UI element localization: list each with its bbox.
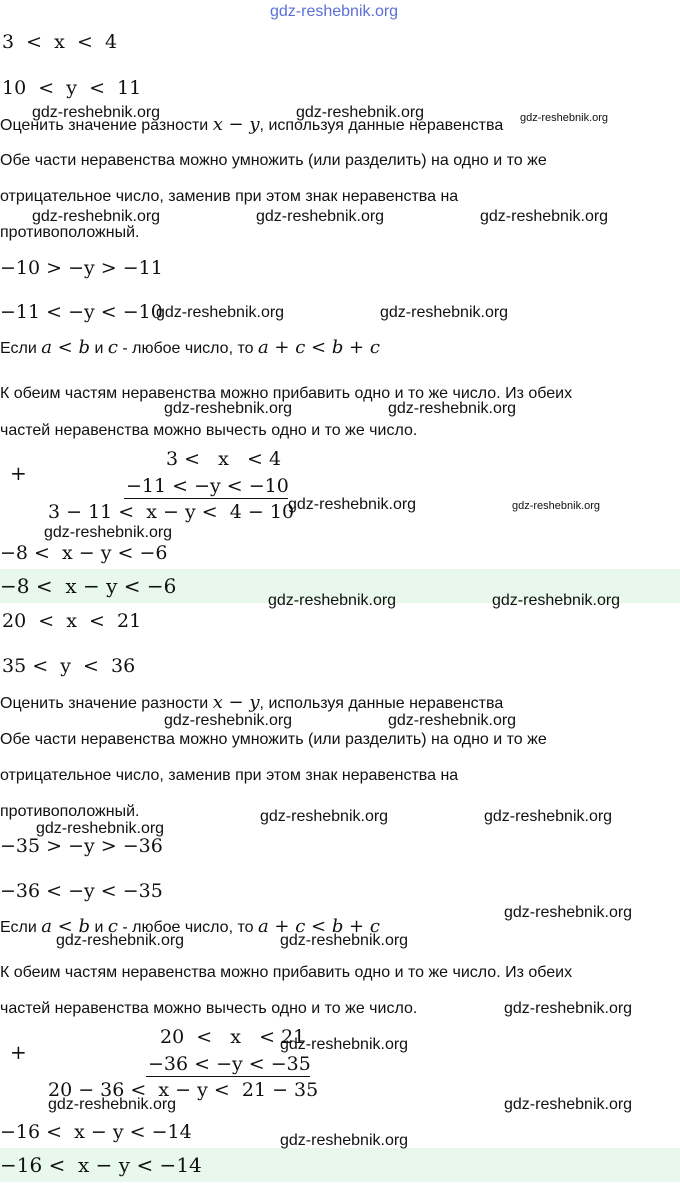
given-inequality-y: 10 < y < 11 xyxy=(2,77,142,99)
watermark: gdz-reshebnik.org xyxy=(504,1096,633,1113)
task-text-pre: Оценить значение разности xyxy=(0,695,213,712)
watermark: gdz-reshebnik.org xyxy=(48,1096,177,1113)
negated-inequality-1: −35 > −y > −36 xyxy=(0,835,163,857)
if-then: - любое число, то xyxy=(117,919,258,936)
watermark: gdz-reshebnik.org xyxy=(164,400,293,417)
watermark: gdz-reshebnik.org xyxy=(504,1000,633,1017)
if-premise: a < b xyxy=(41,337,90,358)
negated-inequality-2: −36 < −y < −35 xyxy=(0,880,163,902)
if-result: a + c < b + c xyxy=(257,916,380,937)
watermark: gdz-reshebnik.org xyxy=(504,904,633,921)
watermark: gdz-reshebnik.org xyxy=(480,208,609,225)
sum-row-2: −11 < −y < −10 xyxy=(126,475,289,497)
rule-add-line2: частей неравенства можно вычесть одно и то же число. xyxy=(0,1000,418,1017)
if-premise: a < b xyxy=(41,916,90,937)
sum-row-3: 20 − 36 < x − y < 21 − 35 xyxy=(48,1079,319,1101)
if-and: и xyxy=(90,919,108,936)
answer-inequality: −16 < x − y < −14 xyxy=(0,1153,202,1177)
sum-row-1: 20 < x < 21 xyxy=(160,1026,306,1048)
watermark: gdz-reshebnik.org xyxy=(280,1036,409,1053)
negated-inequality-1: −10 > −y > −11 xyxy=(0,257,163,279)
watermark: gdz-reshebnik.org xyxy=(260,808,389,825)
watermark: gdz-reshebnik.org xyxy=(156,304,285,321)
watermark: gdz-reshebnik.org xyxy=(164,712,293,729)
watermark: gdz-reshebnik.org xyxy=(512,500,601,512)
result-inequality: −16 < x − y < −14 xyxy=(0,1121,192,1143)
task-expression: x − y xyxy=(212,692,260,713)
rule-add-line1: К обеим частям неравенства можно прибавить одно и то же число. Из обеих xyxy=(0,964,573,981)
if-text: Если xyxy=(0,340,42,357)
rule-multiply-line2: отрицательное число, заменив при этом знак неравенства на xyxy=(0,188,459,205)
watermark: gdz-reshebnik.org xyxy=(492,592,621,609)
rule-add-line1: К обеим частям неравенства можно прибавить одно и то же число. Из обеих xyxy=(0,385,573,402)
negated-inequality-2: −11 < −y < −10 xyxy=(0,301,163,323)
if-then: - любое число, то xyxy=(117,340,258,357)
sum-rule-line xyxy=(124,498,288,499)
plus-sign: + xyxy=(10,461,27,485)
watermark: gdz-reshebnik.org xyxy=(388,712,517,729)
sum-row-1: 3 < x < 4 xyxy=(166,448,282,470)
if-result: a + c < b + c xyxy=(257,337,380,358)
watermark: gdz-reshebnik.org xyxy=(296,104,425,121)
if-and: и xyxy=(90,340,108,357)
given-inequality-x: 20 < x < 21 xyxy=(2,610,142,632)
answer-inequality: −8 < x − y < −6 xyxy=(0,574,177,598)
watermark: gdz-reshebnik.org xyxy=(280,1132,409,1149)
watermark: gdz-reshebnik.org xyxy=(56,932,185,949)
sum-row-3: 3 − 11 < x − y < 4 − 10 xyxy=(48,501,295,523)
rule-multiply-line1: Обе части неравенства можно умножить (или разделить) на одно и то же xyxy=(0,152,547,169)
task-text-pre: Оценить значение разности xyxy=(0,117,213,134)
watermark: gdz-reshebnik.org xyxy=(388,400,517,417)
if-variable: c xyxy=(107,916,118,937)
rule-multiply-line1: Обе части неравенства можно умножить (или разделить) на одно и то же xyxy=(0,731,547,748)
rule-addition-condition xyxy=(0,337,380,360)
watermark: gdz-reshebnik.org xyxy=(32,208,161,225)
result-inequality: −8 < x − y < −6 xyxy=(0,542,168,564)
task-expression: x − y xyxy=(212,114,260,135)
rule-add-line2: частей неравенства можно вычесть одно и то же число. xyxy=(0,422,418,439)
watermark: gdz-reshebnik.org xyxy=(288,496,417,513)
rule-multiply-line3: противоположный. xyxy=(0,803,140,820)
watermark: gdz-reshebnik.org xyxy=(520,112,609,124)
task-text-post: , используя данные неравенства xyxy=(259,695,504,712)
watermark: gdz-reshebnik.org xyxy=(256,208,385,225)
watermark: gdz-reshebnik.org xyxy=(44,524,173,541)
given-inequality-y: 35 < y < 36 xyxy=(2,655,136,677)
task-text-post: , используя данные неравенства xyxy=(259,117,504,134)
watermark: gdz-reshebnik.org xyxy=(280,932,409,949)
plus-sign: + xyxy=(10,1040,27,1064)
sum-row-2: −36 < −y < −35 xyxy=(148,1053,311,1075)
answer-box xyxy=(0,1148,680,1182)
if-text: Если xyxy=(0,919,42,936)
rule-multiply-line2: отрицательное число, заменив при этом знак неравенства на xyxy=(0,767,459,784)
watermark: gdz-reshebnik.org xyxy=(36,820,165,837)
watermark: gdz-reshebnik.org xyxy=(484,808,613,825)
given-inequality-x: 3 < x < 4 xyxy=(2,31,118,53)
if-variable: c xyxy=(107,337,118,358)
rule-multiply-line3: противоположный. xyxy=(0,224,140,241)
site-watermark: gdz-reshebnik.org xyxy=(270,3,399,20)
sum-rule-line xyxy=(146,1076,310,1077)
watermark: gdz-reshebnik.org xyxy=(32,104,161,121)
watermark: gdz-reshebnik.org xyxy=(380,304,509,321)
watermark: gdz-reshebnik.org xyxy=(268,592,397,609)
